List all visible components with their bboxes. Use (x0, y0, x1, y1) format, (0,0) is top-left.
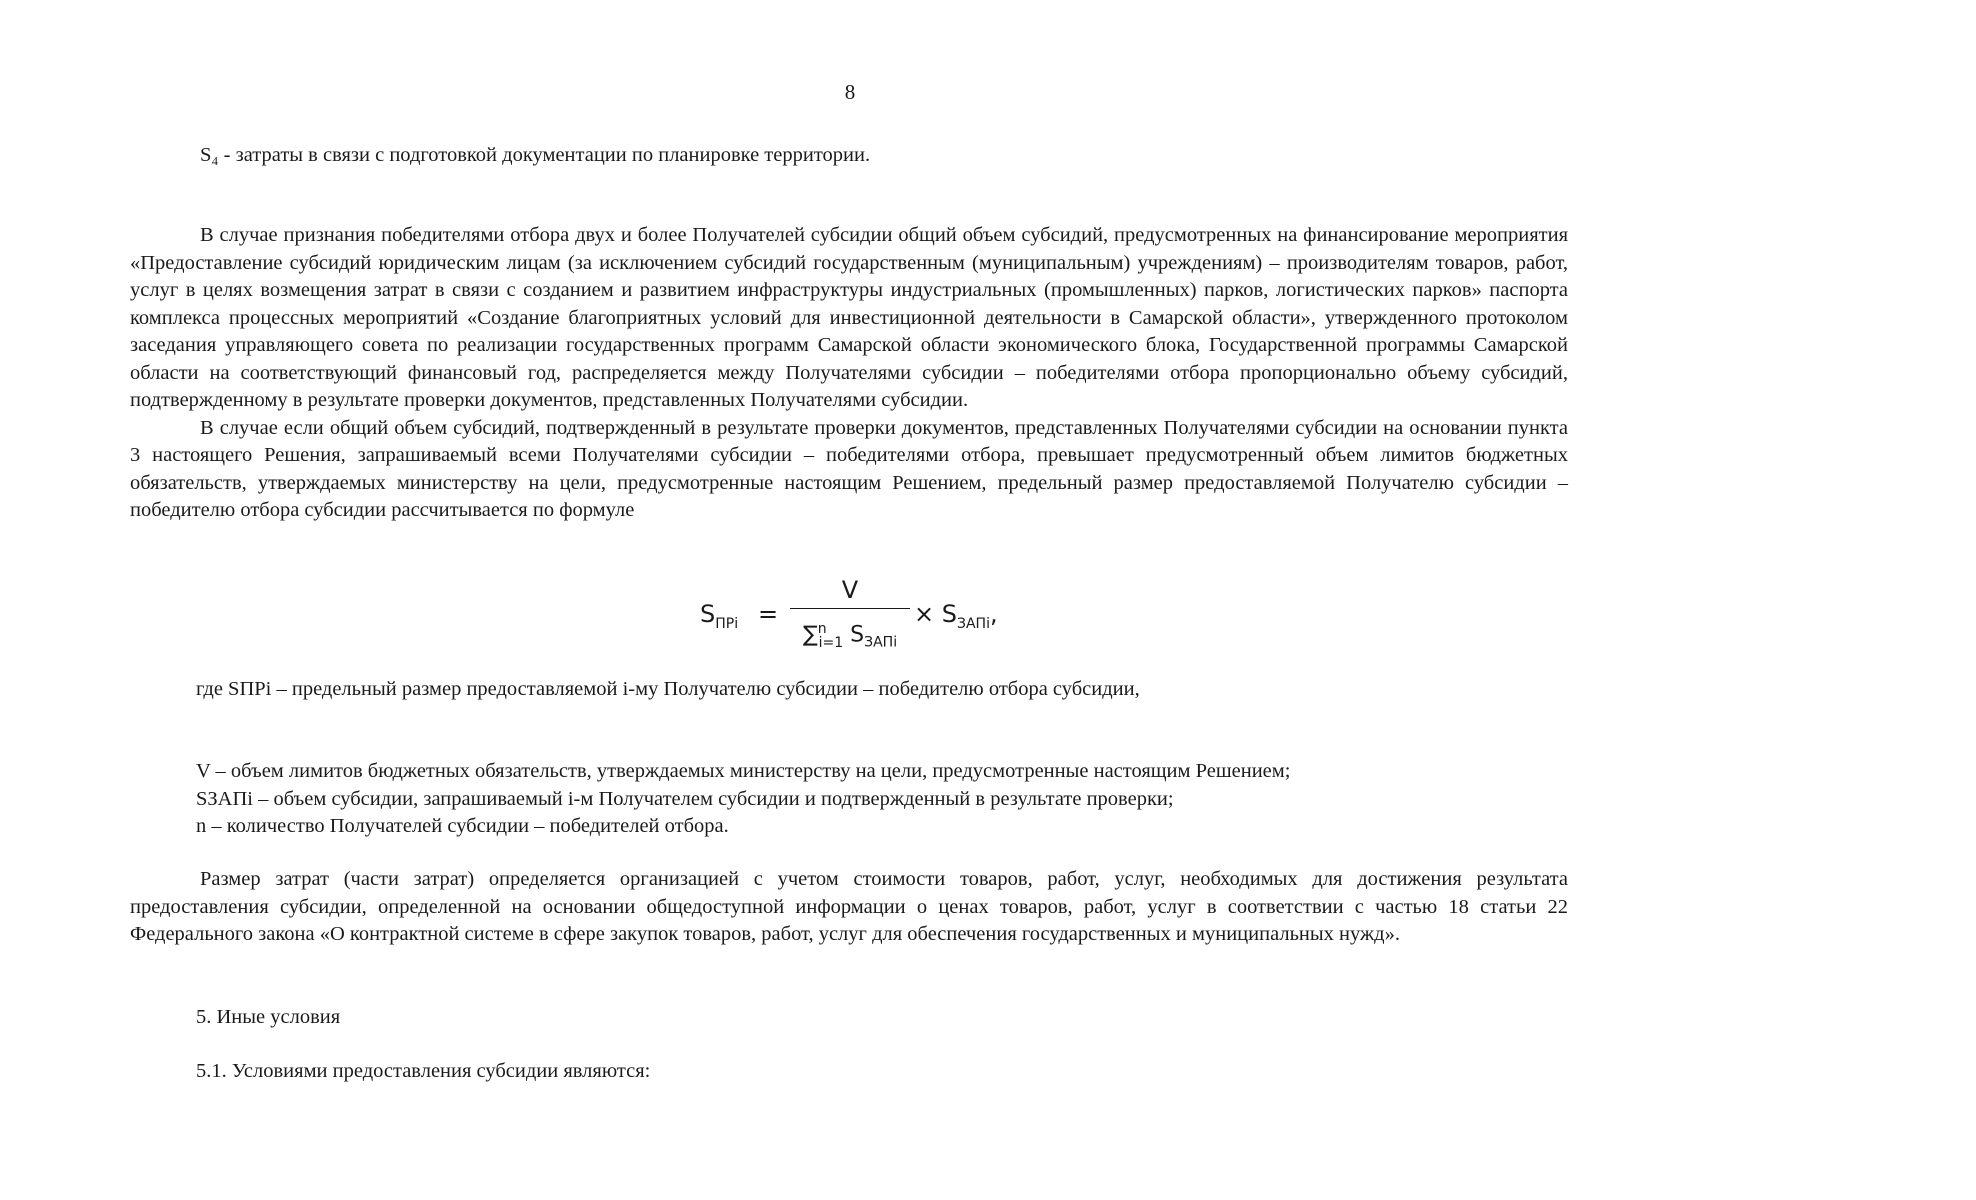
paragraph-costs: Размер затрат (части затрат) определяется организацией с учетом стоимости товаров, работ, услуг, необходимых для достижения результата предоставления субсидии, определенной на основании общедоступной информации о ценах товаров, работ, услуг в соответствии с частью 18 статьи 22 Федерального закона «О контрактной системе в сфере закупок товаров, работ, услуг для обеспечения государственных и муниципальных нужд». (130, 868, 1568, 945)
formula-equals: = (758, 600, 779, 628)
den-sub: ЗАПi (864, 634, 898, 651)
formula-denominator (790, 611, 910, 651)
where-line: где SПРi – предельный размер предоставляемой i-му Получателю субсидии – победителю отбора субсидии, (196, 678, 1140, 700)
sum-sub: i=1 (818, 634, 844, 651)
formula-fraction (790, 574, 910, 651)
definition-n: n – количество Получателей субсидии – победителей отбора. (196, 815, 729, 837)
den-symbol: S (850, 622, 865, 648)
definition-szapi: SЗАПi – объем субсидии, запрашиваемый i-м Получателем субсидии и подтвержденный в результате проверки; (196, 787, 1174, 810)
definition-v: V – объем лимитов бюджетных обязательств, утверждаемых министерству на цели, предусмотренные настоящим Решением; (196, 760, 1291, 782)
section-title: 5. Иные условия (196, 1006, 341, 1028)
fraction-bar (790, 608, 910, 609)
s4-definition: S₄ - затраты в связи с подготовкой документации по планировке территории. (200, 144, 871, 166)
sum-symbol: ∑ (802, 622, 818, 648)
times-symbol: × (914, 600, 935, 628)
formula-lhs (700, 600, 738, 632)
paragraph-distribution: В случае признания победителями отбора двух и более Получателей субсидии общий объем субсидий, предусмотренных на финансирование мероприятия «Предоставление субсидий юридическим лицам (за исключением субсидий государственным (муниципальным) учреждениям) – производителям товаров, работ, услуг в целях возмещения затрат в связи с созданием и развитием инфраструктуры индустриальных (промышленных) парков, логистических парков» паспорта комплекса процессных мероприятий «Создание благоприятных условий для инвестиционной деятельности в Самарской области», утвержденного протоколом заседания управляющего совета по реализации государственных программ Самарской области экономического блока, Государственной программы Самарской области на соответствующий финансовый год, распределяется между Получателями субсидии – победителями отбора пропорционально объему субсидий, подтвержденному в результате проверки документов, представленных Получателями субсидии. (130, 224, 1568, 411)
formula-comma: , (989, 600, 998, 628)
formula-rhs (914, 600, 998, 632)
paragraph-limit-exceeded: В случае если общий объем субсидий, подтвержденный в результате проверки документов, представленных Получателями субсидии на основании пункта 3 настоящего Решения, запрашиваемый всеми Получателями субсидии – победителями отбора, превышает предусмотренный объем лимитов бюджетных обязательств, утверждаемых министерству на цели, предусмотренные настоящим Решением, предельный размер предоставляемой Получателю субсидии – победителю отбора субсидии рассчитывается по формуле (130, 416, 1568, 521)
rhs-sub: ЗАПi (956, 615, 990, 632)
subsection-title: 5.1. Условиями предоставления субсидии являются: (196, 1060, 651, 1082)
rhs-symbol: S (941, 600, 957, 628)
formula-lhs-sub: ПРi (715, 615, 739, 632)
sum-sup: n (817, 621, 827, 637)
definitions-list (196, 758, 1290, 841)
formula-numerator: V (841, 576, 859, 604)
page-number: 8 (844, 80, 856, 104)
paragraph-block (130, 222, 1568, 525)
paragraph-block-costs (130, 866, 1568, 949)
formula-lhs-symbol: S (700, 600, 716, 628)
